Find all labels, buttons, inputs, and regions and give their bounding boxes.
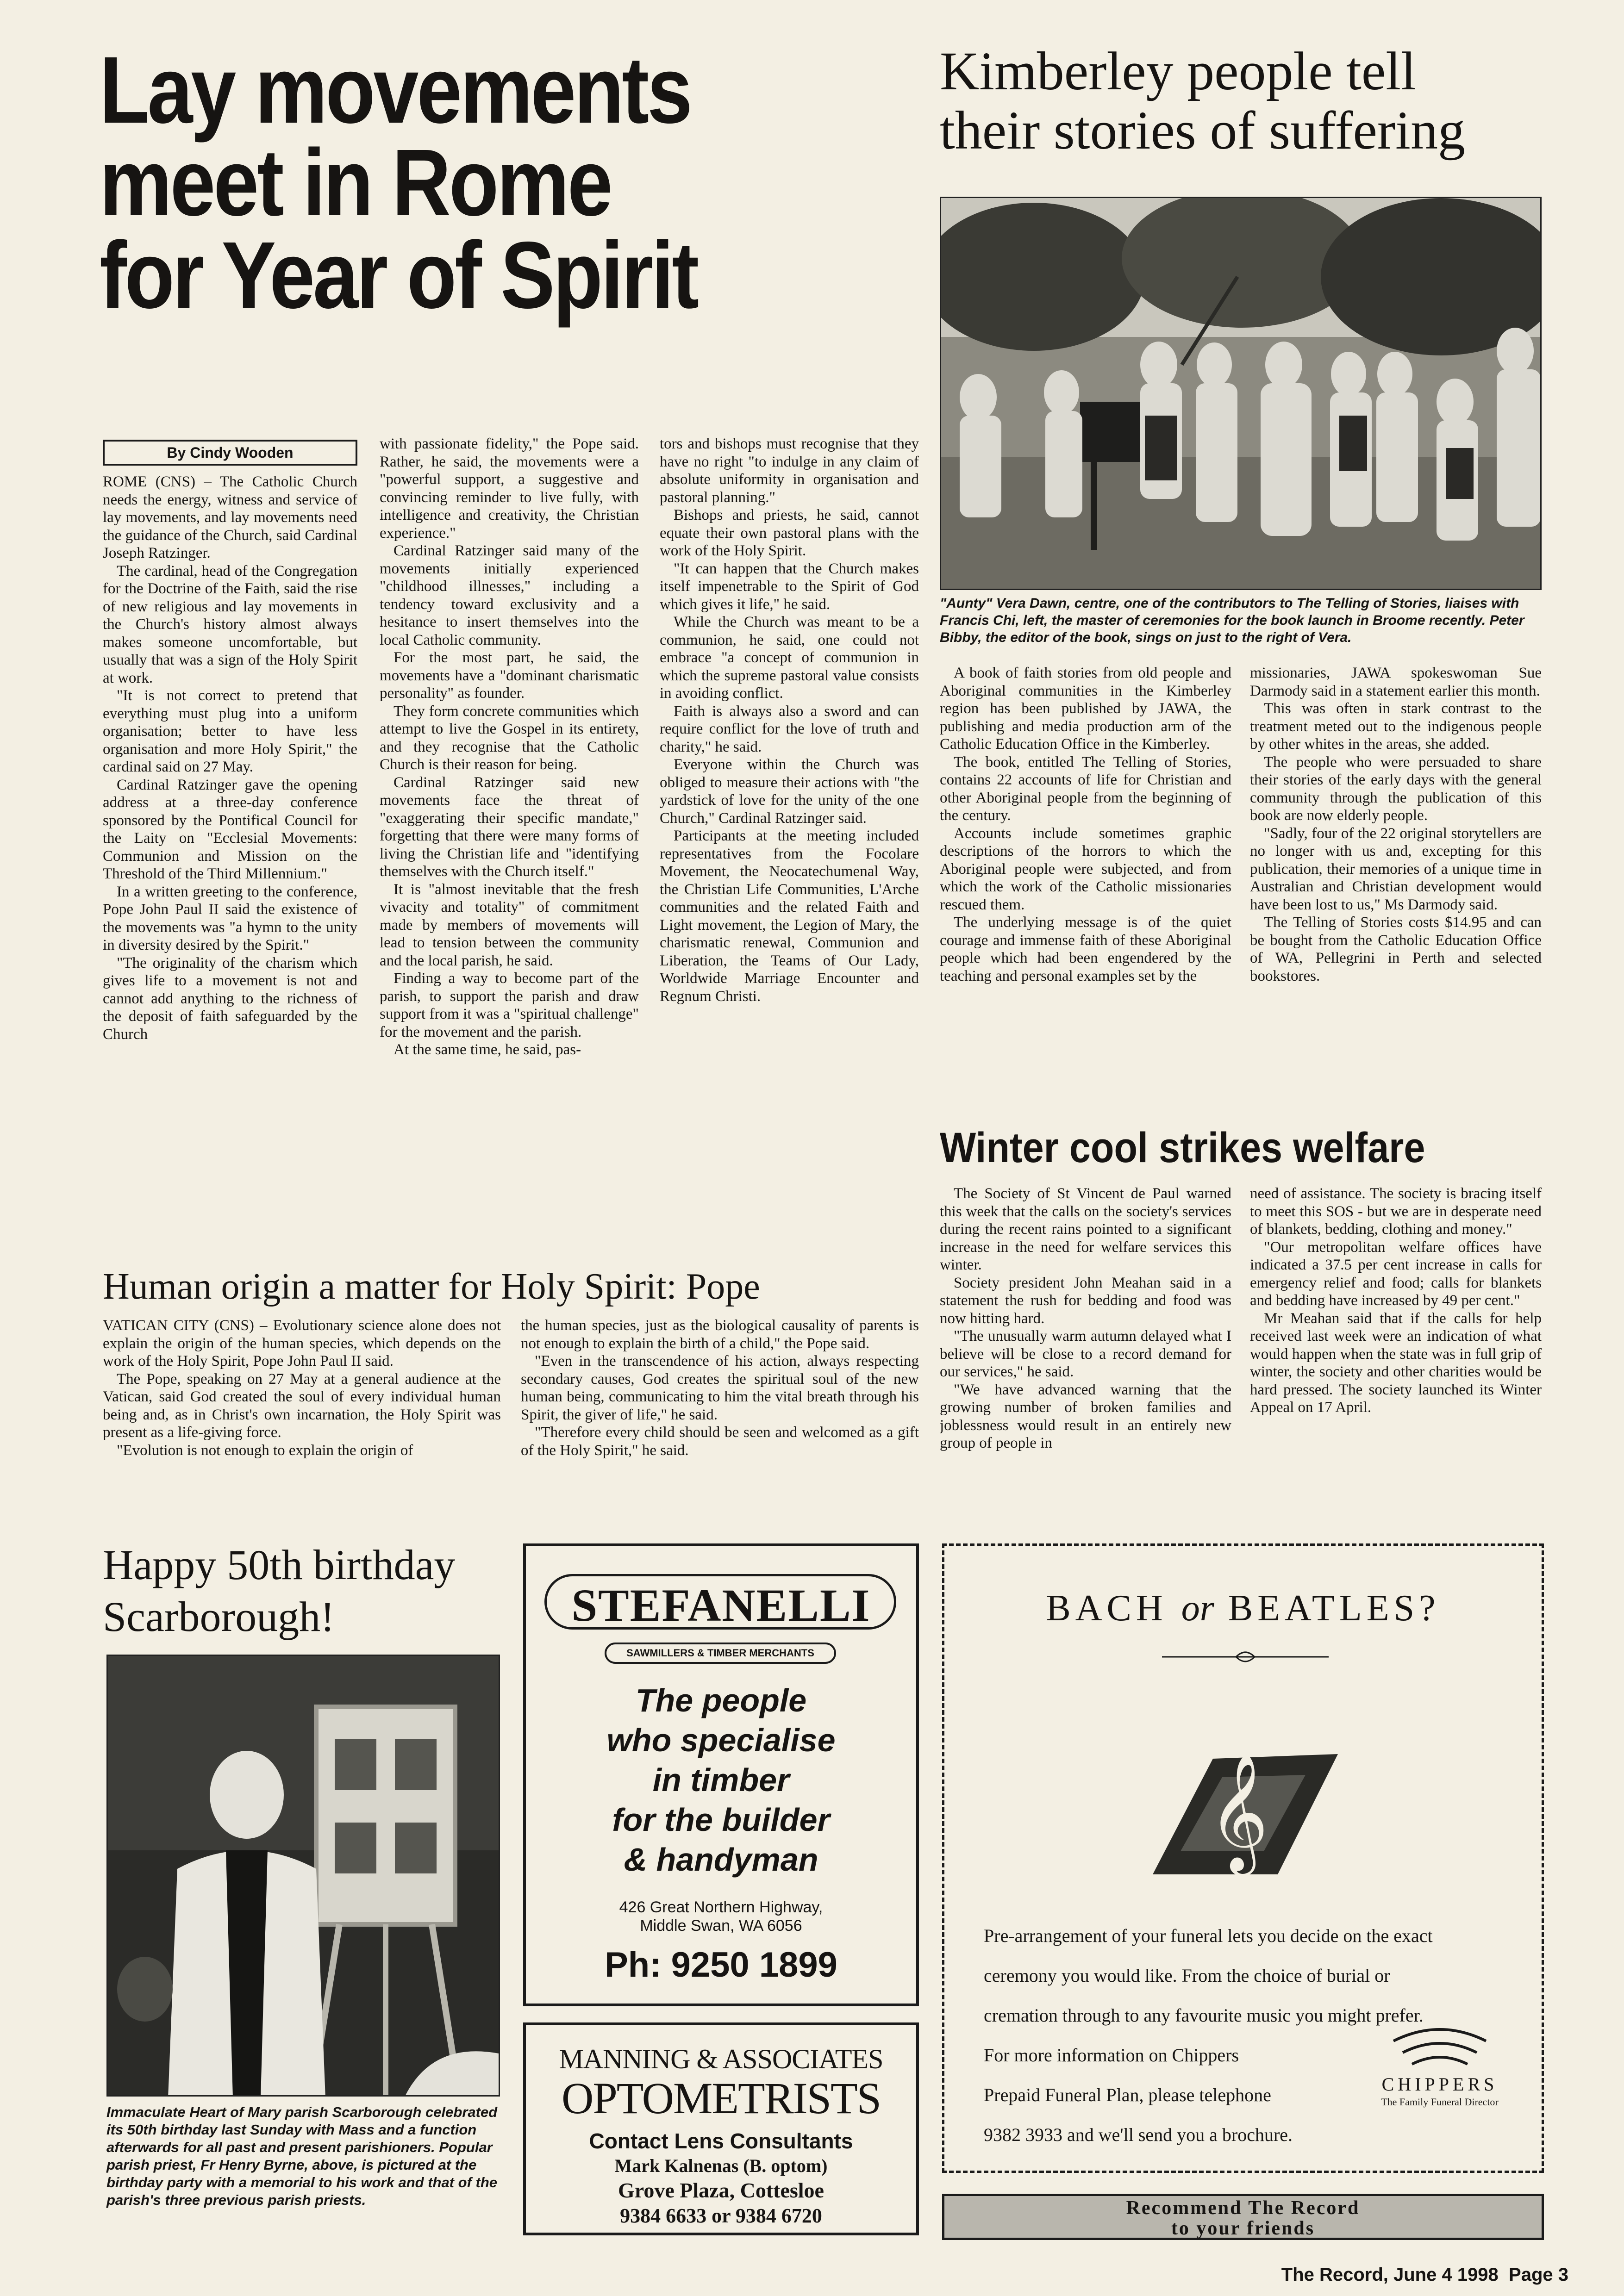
paragraph: "Our metropolitan welfare offices have indicated a 37.5 per cent increase in calls for emergency relief and food; calls for blankets and bedding have increased by 49 per cent." [1250, 1238, 1542, 1309]
birthday-photo-caption: Immaculate Heart of Mary parish Scarborough celebrated its 50th birthday last Sunday with Mass and a function afterwards for all past and present parishioners. Popular parish priest, Fr Henry Byrne, above, is pictured at the birthday party with a memorial to his work and that of the parish's three previous parish priests. [106, 2104, 498, 2208]
paragraph: Everyone within the Church was obliged to measure their actions with "the yardstick of love for the unity of the one Church," Cardinal Ratzinger said. [660, 756, 919, 827]
winter-headline: Winter cool strikes welfare [940, 1124, 1425, 1171]
paragraph: They form concrete communities which attempt to live the Gospel in its entirety, and they recognise that the Catholic Church is their reason for being. [380, 703, 639, 773]
kimberley-column-2 [1250, 664, 1542, 1118]
manning-ad [523, 2022, 919, 2235]
manning-line1: MANNING & ASSOCIATES [559, 2044, 883, 2074]
paragraph: "Sadly, four of the 22 original storytellers are no longer with us and, excepting for this publication, their memories of a unique time in Australian and Christian development would have been lost to us," Ms Darmody said. [1250, 825, 1542, 913]
chippers-ad [942, 1543, 1544, 2173]
paragraph: "The originality of the charism which gives life to a movement is not and cannot add anything to the richness of the deposit of faith safeguarded by the Church [103, 954, 357, 1043]
paragraph: VATICAN CITY (CNS) – Evolutionary science alone does not explain the origin of the human species, which depends on the work of the Holy Spirit, Pope John Paul II said. [103, 1317, 501, 1369]
birthday-headline [103, 1539, 455, 1643]
paragraph: Cardinal Ratzinger said many of the movements initially experienced "childhood illnesses," including a tendency toward exclusivity and a hesitance to insert themselves into the local Catholic community. [380, 542, 639, 648]
paragraph: The Society of St Vincent de Paul warned this week that the calls on the society's services during the recent rains pointed to a significant increase in the need for welfare services this winter. [940, 1185, 1231, 1273]
paragraph: Mr Meahan said that if the calls for help received last week were an indication of what would happen when the state was in full grip of winter, the society and other charities would be hard pressed. The society launched its Winter Appeal on 17 April. [1250, 1310, 1542, 1416]
chippers-logo-tagline: The Family Funeral Director [1381, 2096, 1499, 2108]
chippers-title-b: BEATLES? [1228, 1588, 1440, 1629]
stefanelli-slogan-line: in timber [652, 1762, 790, 1798]
stefanelli-phone: Ph: 9250 1899 [605, 1945, 837, 1985]
lay-column-1 [103, 473, 357, 1260]
paragraph: "The unusually warm autumn delayed what I believe will be close to a record demand for our services," he said. [940, 1328, 1231, 1380]
stefanelli-address-line: 426 Great Northern Highway, [619, 1898, 823, 1916]
paragraph: Cardinal Ratzinger said new movements face the threat of "exaggerating their specific mandate," forgetting that there were many forms of living the Christian life and "identifying themselves with the Church itself." [380, 774, 639, 880]
kimberley-photo [940, 197, 1542, 590]
paragraph: The cardinal, head of the Congregation for the Doctrine of the Faith, said the rise of new religious and lay movements in the Church's history almost always makes someone uncomfortable, but usually that was a sign of the Holy Spirit at work. [103, 562, 357, 686]
manning-line6: 9384 6633 or 9384 6720 [620, 2204, 822, 2227]
chippers-body-line: ceremony you would like. From the choice of burial or [984, 1965, 1390, 1986]
paragraph: Finding a way to become part of the parish, to support the parish and draw support from it was a "spiritual challenge" for the movement and the parish. [380, 970, 639, 1040]
chippers-body-line: Pre-arrangement of your funeral lets you decide on the exact [984, 1925, 1433, 1946]
lay-headline-line: meet in Rome [100, 130, 611, 236]
kimberley-column-1 [940, 664, 1231, 1118]
stefanelli-name: STEFANELLI [571, 1580, 871, 1631]
paragraph: Accounts include sometimes graphic descriptions of the horrors to which the Aboriginal people were subjected, and from which the work of the Catholic missionaries rescued them. [940, 825, 1231, 913]
lay-headline-line: Lay movements [100, 37, 691, 143]
paragraph: missionaries, JAWA spokeswoman Sue Darmody said in a statement earlier this month. [1250, 665, 1542, 699]
paragraph: "We have advanced warning that the growing number of broken families and joblessness would result in an entirely new group of people in [940, 1381, 1231, 1451]
chippers-body-line: Prepaid Funeral Plan, please telephone [984, 2084, 1271, 2105]
birthday-photo [106, 1655, 500, 2097]
chippers-title [944, 1587, 1542, 1629]
chippers-body-line: cremation through to any favourite music you might prefer. [984, 2005, 1424, 2026]
chippers-logo-name: CHIPPERS [1381, 2074, 1498, 2095]
chippers-logo-icon [1389, 2022, 1491, 2073]
paragraph: For the most part, he said, the movements have a "dominant charismatic personality" as founder. [380, 649, 639, 702]
birthday-headline-line: Scarborough! [103, 1593, 335, 1640]
manning-line4: Mark Kalnenas (B. optom) [614, 2155, 828, 2176]
kimberley-photo-caption: "Aunty" Vera Dawn, centre, one of the contributors to The Telling of Stories, liaises with Francis Chi, left, the master of ceremonies for the book launch in Broome recently. Peter Bibby, the editor of the book, sings on just to the right of Vera. [940, 596, 1524, 645]
stefanelli-slogan-line: The people [635, 1682, 807, 1718]
paragraph: Participants at the meeting included representatives from the Focolare Movement, the Neocatechumenal Way, the Christian Life Communities, L'Arche communities and the related Faith and Light movement, the Legion of Mary, the charismatic renewal, Communion and Liberation, the Teams of Our Lady, Worldwide Marriage Encounter and Regnum Christi. [660, 828, 919, 1005]
stefanelli-address [526, 1898, 916, 1935]
chippers-title-or: or [1181, 1588, 1214, 1629]
paragraph: Society president John Meahan said in a statement the rush for bedding and food was now hitting hard. [940, 1274, 1231, 1327]
paragraph: In a written greeting to the conference, Pope John Paul II said the existence of the movements was "a hymn to the unity in diversity desired by the Spirit." [103, 883, 357, 953]
paragraph: "Evolution is not enough to explain the origin of [117, 1442, 413, 1459]
manning-line5: Grove Plaza, Cottesloe [618, 2178, 824, 2202]
stefanelli-slogan-line: who specialise [606, 1722, 836, 1758]
stefanelli-address-line: Middle Swan, WA 6056 [640, 1917, 802, 1935]
kimberley-headline-line: their stories of suffering [940, 100, 1465, 161]
lay-headline-line: for Year of Spirit [100, 222, 697, 328]
stefanelli-slogan-line: & handyman [624, 1842, 818, 1878]
paragraph: with passionate fidelity," the Pope said. Rather, he said, the movements were a "powerful support, a suggestive and convincing reminder to live fully, with intelligence and creativity, the Christian experience." [380, 436, 639, 541]
chippers-title-a: BACH [1046, 1588, 1168, 1629]
treble-clef-icon [1139, 1740, 1352, 1893]
chippers-body-line: 9382 3933 and we'll send you a brochure. [984, 2124, 1293, 2145]
paragraph: The Pope, speaking on 27 May at a general audience at the Vatican, said God created the soul of every individual human being and, as in Christ's own incarnation, the Holy Spirit was present as a life-giving force. [103, 1370, 501, 1441]
paragraph: While the Church was meant to be a communion, he said, one could not embrace "a concept of communion in which the supreme pastoral value consists in avoiding conflict. [660, 614, 919, 702]
paragraph: The book, entitled The Telling of Stories, contains 22 accounts of life for Christian and other Aboriginal people from the beginning of the century. [940, 753, 1231, 824]
stefanelli-subtitle: SAWMILLERS & TIMBER MERCHANTS [605, 1643, 836, 1664]
lay-column-2 [380, 435, 639, 1260]
origin-headline: Human origin a matter for Holy Spirit: Pope [103, 1266, 760, 1307]
stefanelli-ad [523, 1543, 919, 2006]
paragraph: "Even in the transcendence of his action, always respecting secondary causes, God creates the spiritual soul of the new human being, communicating to him the vital breath through his Spirit, the giver of life," he said. [521, 1353, 919, 1423]
paragraph: the human species, just as the biological causality of parents is not enough to explain the birth of a child," the Pope said. [521, 1317, 919, 1352]
paragraph: Faith is always also a sword and can require conflict for the love of truth and charity," he said. [660, 703, 919, 755]
kimberley-headline [940, 42, 1465, 160]
ornament-icon [1162, 1648, 1329, 1666]
paragraph: "It can happen that the Church makes itself impenetrable to the Spirit of God which gives it life," he said. [660, 560, 919, 613]
paragraph: tors and bishops must recognise that they have no right "to indulge in any claim of absolute uniformity in organisation and pastoral planning." [660, 436, 919, 506]
chippers-body-line: For more information on Chippers [984, 2045, 1239, 2066]
birthday-headline-line: Happy 50th birthday [103, 1541, 456, 1588]
kimberley-photo-image [941, 198, 1542, 590]
recommend-line1: Recommend The Record [1126, 2197, 1360, 2219]
page-footer: The Record, June 4 1998 Page 3 [1281, 2265, 1568, 2285]
winter-column-2 [1250, 1185, 1542, 1527]
byline: By Cindy Wooden [103, 440, 357, 466]
paragraph: A book of faith stories from old people and Aboriginal communities in the Kimberley region has been published by JAWA, the publishing and media production arm of the Catholic Education Office in the Kimberley. [940, 665, 1231, 753]
paragraph: need of assistance. The society is bracing itself to meet this SOS - but we are in desperate need of blankets, bedding, clothing and money." [1250, 1185, 1542, 1238]
paragraph: ROME (CNS) – The Catholic Church needs the energy, witness and service of lay movements, and lay movements need the guidance of the Church, said Cardinal Joseph Ratzinger. [103, 473, 357, 561]
stefanelli-slogan [526, 1680, 916, 1879]
paragraph: "Therefore every child should be seen and welcomed as a gift of the Holy Spirit," he said. [521, 1424, 919, 1459]
paragraph: The Telling of Stories costs $14.95 and can be bought from the Catholic Education Office of WA, Pellegrini in Perth and selected bookstores. [1250, 914, 1542, 984]
manning-line3: Contact Lens Consultants [589, 2129, 853, 2153]
lay-column-3 [660, 435, 919, 1260]
paragraph: The people who were persuaded to share their stories of the early days with the general community through the publication of this book are now elderly people. [1250, 753, 1542, 824]
manning-line2: OPTOMETRISTS [561, 2073, 881, 2123]
recommend-line2: to your friends [1171, 2218, 1315, 2239]
svg-text:𝄞: 𝄞 [1208, 1752, 1269, 1871]
paragraph: This was often in stark contrast to the treatment meted out to the indigenous people by other whites in the areas, she added. [1250, 700, 1542, 753]
paragraph: It is "almost inevitable that the fresh vivacity and totality" of commitment made by members of movements will lead to tension between the community and the local parish, he said. [380, 881, 639, 969]
kimberley-headline-line: Kimberley people tell [940, 41, 1416, 101]
origin-column-1 [103, 1317, 501, 1525]
winter-column-1 [940, 1185, 1231, 1527]
lay-headline [100, 37, 697, 328]
birthday-photo-image [108, 1656, 500, 2097]
paragraph: At the same time, he said, pas- [394, 1041, 581, 1058]
paragraph: "It is not correct to pretend that everything must plug into a uniform organisation; better to have less organisation and more Holy Spirit," the cardinal said on 27 May. [103, 687, 357, 775]
recommend-banner [942, 2194, 1544, 2240]
paragraph: Cardinal Ratzinger gave the opening address at a three-day conference sponsored by the Pontifical Council for the Laity on "Ecclesial Movements: Communion and Mission on the Threshold of the Third Millennium." [103, 776, 357, 882]
origin-column-2 [521, 1317, 919, 1525]
stefanelli-slogan-line: for the builder [612, 1802, 830, 1838]
paragraph: The underlying message is of the quiet courage and immense faith of these Aboriginal people which had been engendered by the teaching and personal examples set by the [940, 914, 1231, 984]
paragraph: Bishops and priests, he said, cannot equate their own pastoral plans with the work of the Holy Spirit. [660, 507, 919, 559]
